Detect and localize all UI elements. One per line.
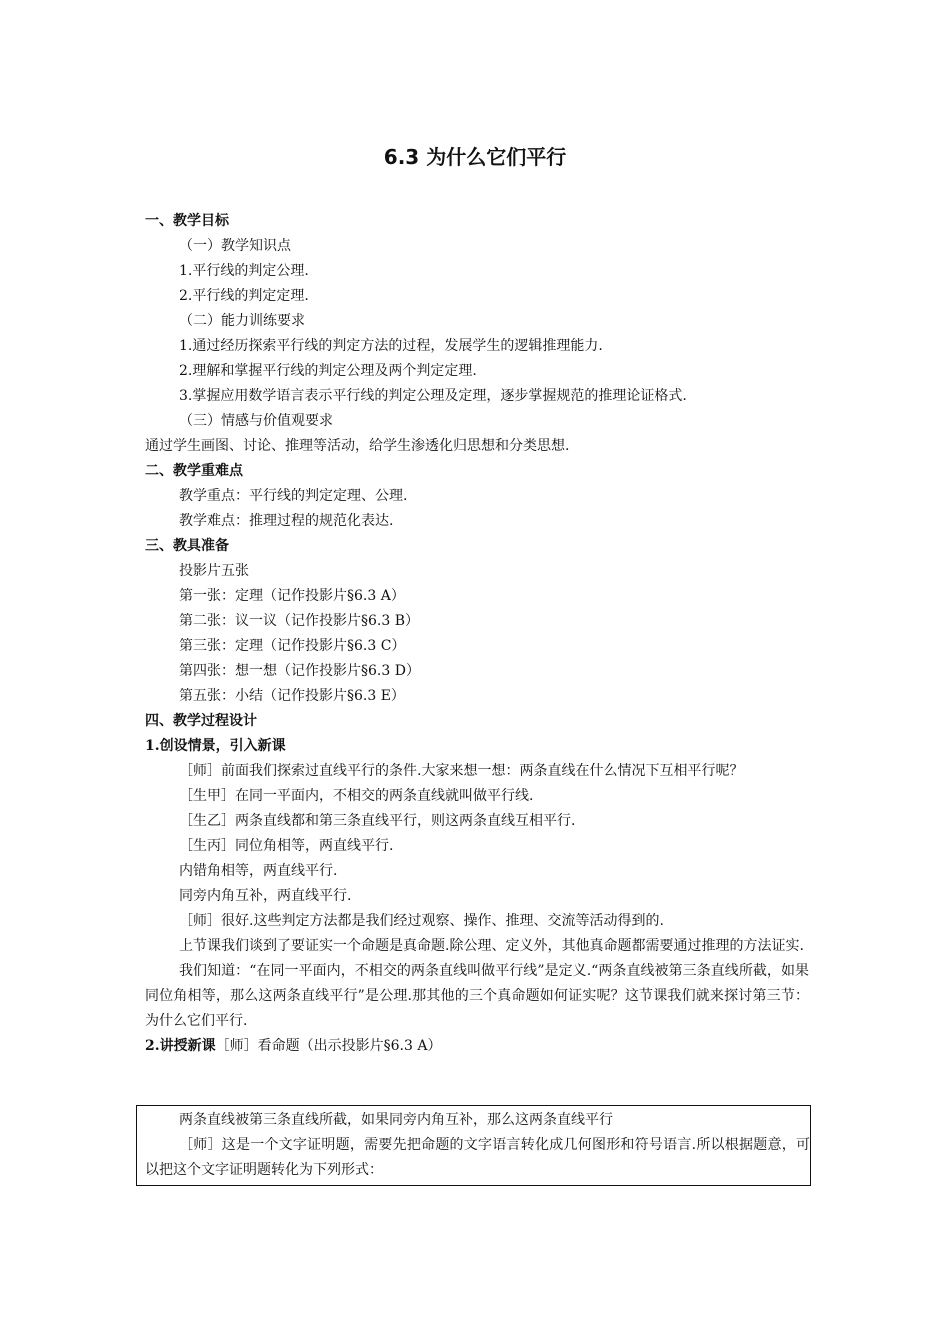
slide-item: 第三张：定理（记作投影片§6.3 C）	[179, 638, 406, 654]
slide-item: 第五张：小结（记作投影片§6.3 E）	[179, 688, 405, 704]
step-line-text: ［师］看命题（出示投影片§6.3 A）	[215, 1038, 442, 1054]
ability-item: 3.掌握应用数学语言表示平行线的判定公理及定理，逐步掌握规范的推理论证格式.	[179, 388, 687, 404]
dialogue-paragraph: 同旁内角互补，两直线平行.	[179, 888, 352, 904]
dialogue-paragraph: ［师］前面我们探索过直线平行的条件.大家来想一想：两条直线在什么情况下互相平行呢？	[179, 763, 744, 779]
body-paragraph: 上节课我们谈到了要证实一个命题是真命题.除公理、定义外，其他真命题都需要通过推理的方法证实.	[179, 938, 804, 954]
knowledge-item: 2.平行线的判定定理.	[179, 288, 309, 304]
body-paragraph: 我们知道：“在同一平面内，不相交的两条直线叫做平行线”是定义.“两条直线被第三条直线所截，如果同位角相等，那么这两条直线平行”是公理.那其他的三个真命题如何证实呢？这节课我们就来探讨第三节：为什么它们平行.	[145, 963, 809, 1029]
ability-item: 1.通过经历探索平行线的判定方法的过程，发展学生的逻辑推理能力.	[179, 338, 603, 354]
subheading-values: （三）情感与价值观要求	[179, 413, 333, 429]
step-heading: 1.创设情景，引入新课	[145, 738, 286, 754]
key-point-text: 教学重点：平行线的判定定理、公理.	[179, 488, 408, 504]
difficulty-text: 教学难点：推理过程的规范化表达.	[179, 513, 394, 529]
subheading-ability: （二）能力训练要求	[179, 313, 305, 329]
values-text: 通过学生画图、讨论、推理等活动，给学生渗透化归思想和分类思想.	[145, 438, 570, 454]
section-heading-materials: 三、教具准备	[145, 538, 229, 554]
materials-intro: 投影片五张	[179, 563, 249, 579]
dialogue-paragraph: ［师］很好.这些判定方法都是我们经过观察、操作、推理、交流等活动得到的.	[179, 913, 664, 929]
dialogue-paragraph: ［生丙］同位角相等，两直线平行.	[179, 838, 394, 854]
section-heading-key-points: 二、教学重难点	[145, 463, 243, 479]
dialogue-paragraph: ［生乙］两条直线都和第三条直线平行，则这两条直线互相平行.	[179, 813, 576, 829]
knowledge-item: 1.平行线的判定公理.	[179, 263, 309, 279]
slide-item: 第四张：想一想（记作投影片§6.3 D）	[179, 663, 420, 679]
section-heading-process: 四、教学过程设计	[145, 713, 257, 729]
dialogue-paragraph: ［生甲］在同一平面内，不相交的两条直线就叫做平行线.	[179, 788, 534, 804]
slide-item: 第二张：议一议（记作投影片§6.3 B）	[179, 613, 420, 629]
step-heading: 2.讲授新课	[145, 1038, 216, 1054]
section-heading-objectives: 一、教学目标	[145, 213, 229, 229]
document-body	[145, 209, 809, 1059]
proposition-explanation: ［师］这是一个文字证明题，需要先把命题的文字语言转化成几何图形和符号语言.所以根据题意，可以把这个文字证明题转化为下列形式：	[145, 1137, 810, 1178]
proposition-text: 两条直线被第三条直线所截，如果同旁内角互补，那么这两条直线平行	[179, 1112, 613, 1128]
dialogue-paragraph: 内错角相等，两直线平行.	[179, 863, 338, 879]
slide-item: 第一张：定理（记作投影片§6.3 A）	[179, 588, 405, 604]
step-line	[145, 1034, 809, 1059]
proposition-box	[136, 1105, 811, 1186]
ability-item: 2.理解和掌握平行线的判定公理及两个判定定理.	[179, 363, 477, 379]
subheading-knowledge: （一）教学知识点	[179, 238, 291, 254]
document-title: 6.3 为什么它们平行	[383, 145, 567, 169]
